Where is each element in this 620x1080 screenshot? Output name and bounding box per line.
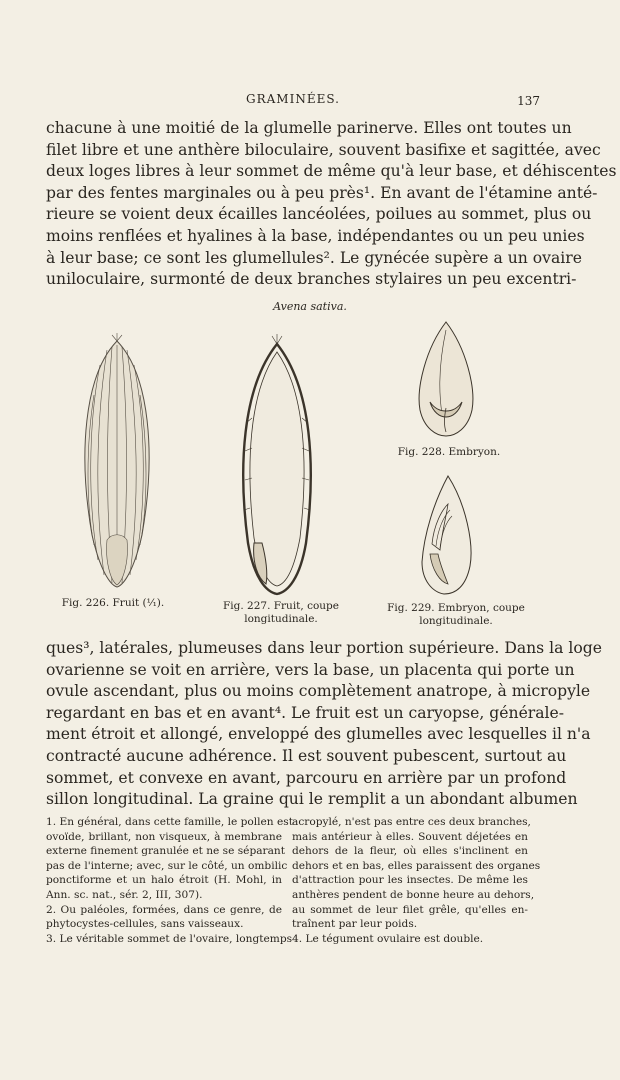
text-line: sillon longitudinal. La graine qui le remplit a un abondant albumen bbox=[46, 790, 578, 809]
footnote-line: phytocystes-cellules, sans vaisseaux. bbox=[46, 918, 244, 931]
footnote-line: Ann. sc. nat., sér. 2, III, 307). bbox=[46, 888, 203, 901]
fig-226-fruit-illustration bbox=[72, 335, 162, 595]
text-line: uniloculaire, surmonté de deux branches stylaires un peu excentri- bbox=[46, 270, 577, 289]
footnote-line: 3. Le véritable sommet de l'ovaire, longtemps bbox=[46, 932, 293, 945]
footnote-line: 2. Ou paléoles, formées, dans ce genre, de bbox=[46, 903, 282, 916]
text-line: filet libre et une anthère biloculaire, souvent basifixe et sagittée, avec bbox=[46, 140, 601, 159]
footnotes-right-column bbox=[292, 815, 541, 946]
running-head: GRAMINÉES. bbox=[246, 92, 340, 106]
footnote-line: mais antérieur à elles. Souvent déjetées en bbox=[292, 830, 528, 843]
footnote-line: d'attraction pour les insectes. De même les bbox=[292, 874, 528, 887]
footnote-line: externe finement granulée et ne se séparant bbox=[46, 845, 286, 858]
text-line: moins renflées et hyalines à la base, indépendantes ou un peu unies bbox=[46, 226, 585, 245]
caption-fig-229-line-2: longitudinale. bbox=[419, 614, 493, 627]
caption-fig-227 bbox=[214, 600, 348, 625]
text-line: à leur base; ce sont les glumellules². Le gynécée supère a un ovaire bbox=[46, 248, 582, 267]
footnote-line: pas de l'interne; avec, sur le côté, un ombilic bbox=[46, 859, 288, 872]
caption-fig-229-line-1: Fig. 229. Embryon, coupe bbox=[387, 602, 525, 614]
footnote-line: traînent par leur poids. bbox=[292, 918, 418, 931]
footnote-line: dehors et en bas, elles paraissent des organes bbox=[292, 859, 541, 872]
figure-title: Avena sativa. bbox=[273, 300, 347, 313]
paragraph-2 bbox=[46, 638, 602, 811]
footnotes-left-column bbox=[46, 815, 293, 946]
text-line: ques³, latérales, plumeuses dans leur portion supérieure. Dans la loge bbox=[46, 639, 602, 657]
footnote-line: anthères pendent de bonne heure au dehors, bbox=[292, 888, 535, 901]
text-line: deux loges libres à leur sommet de même qu'à leur base, et déhiscentes bbox=[46, 162, 617, 181]
footnote-line: 1. En général, dans cette famille, le pollen est bbox=[46, 816, 293, 828]
text-line: ovule ascendant, plus ou moins complètement anatrope, à micropyle bbox=[46, 682, 591, 701]
text-line: sommet, et convexe en avant, parcouru en arrière par un profond bbox=[46, 768, 567, 787]
page-number: 137 bbox=[517, 94, 540, 108]
caption-fig-226: Fig. 226. Fruit (⅟₁). bbox=[61, 597, 165, 609]
fig-229-embryo-section-illustration bbox=[416, 474, 476, 598]
fig-227-fruit-section-illustration bbox=[232, 338, 322, 600]
text-line: ovarienne se voit en arrière, vers la base, un placenta qui porte un bbox=[46, 660, 575, 679]
text-line: contracté aucune adhérence. Il est souvent pubescent, surtout au bbox=[46, 746, 567, 765]
text-line: ment étroit et allongé, enveloppé des glumelles avec lesquelles il n'a bbox=[46, 725, 591, 744]
caption-fig-227-line-1: Fig. 227. Fruit, coupe bbox=[223, 600, 339, 612]
paragraph-1 bbox=[46, 118, 617, 291]
footnote-line: acropylé, n'est pas entre ces deux branches, bbox=[292, 816, 531, 828]
footnote-line: 4. Le tégument ovulaire est double. bbox=[292, 932, 484, 945]
text-line: par des fentes marginales ou à peu près¹. En avant de l'étamine anté- bbox=[46, 183, 598, 202]
page-header bbox=[46, 92, 540, 110]
text-line: chacune à une moitié de la glumelle parinerve. Elles ont toutes un bbox=[46, 119, 572, 137]
fig-228-embryo-illustration bbox=[410, 318, 482, 440]
footnote-line: ponctiforme et un halo étroit (H. Mohl, in bbox=[46, 874, 282, 887]
caption-fig-228: Fig. 228. Embryon. bbox=[397, 446, 501, 458]
footnote-line: ovoïde, brillant, non visqueux, à membrane bbox=[46, 830, 282, 843]
text-line: rieure se voient deux écailles lancéolées, poilues au sommet, plus ou bbox=[46, 205, 592, 224]
caption-fig-229 bbox=[383, 602, 529, 627]
text-line: regardant en bas et en avant⁴. Le fruit est un caryopse, générale- bbox=[46, 703, 565, 722]
footnote-line: dehors de la fleur, où elles s'inclinent en bbox=[292, 845, 528, 858]
footnote-line: au sommet de leur filet grêle, qu'elles en- bbox=[292, 903, 528, 916]
caption-fig-227-line-2: longitudinale. bbox=[244, 612, 318, 625]
